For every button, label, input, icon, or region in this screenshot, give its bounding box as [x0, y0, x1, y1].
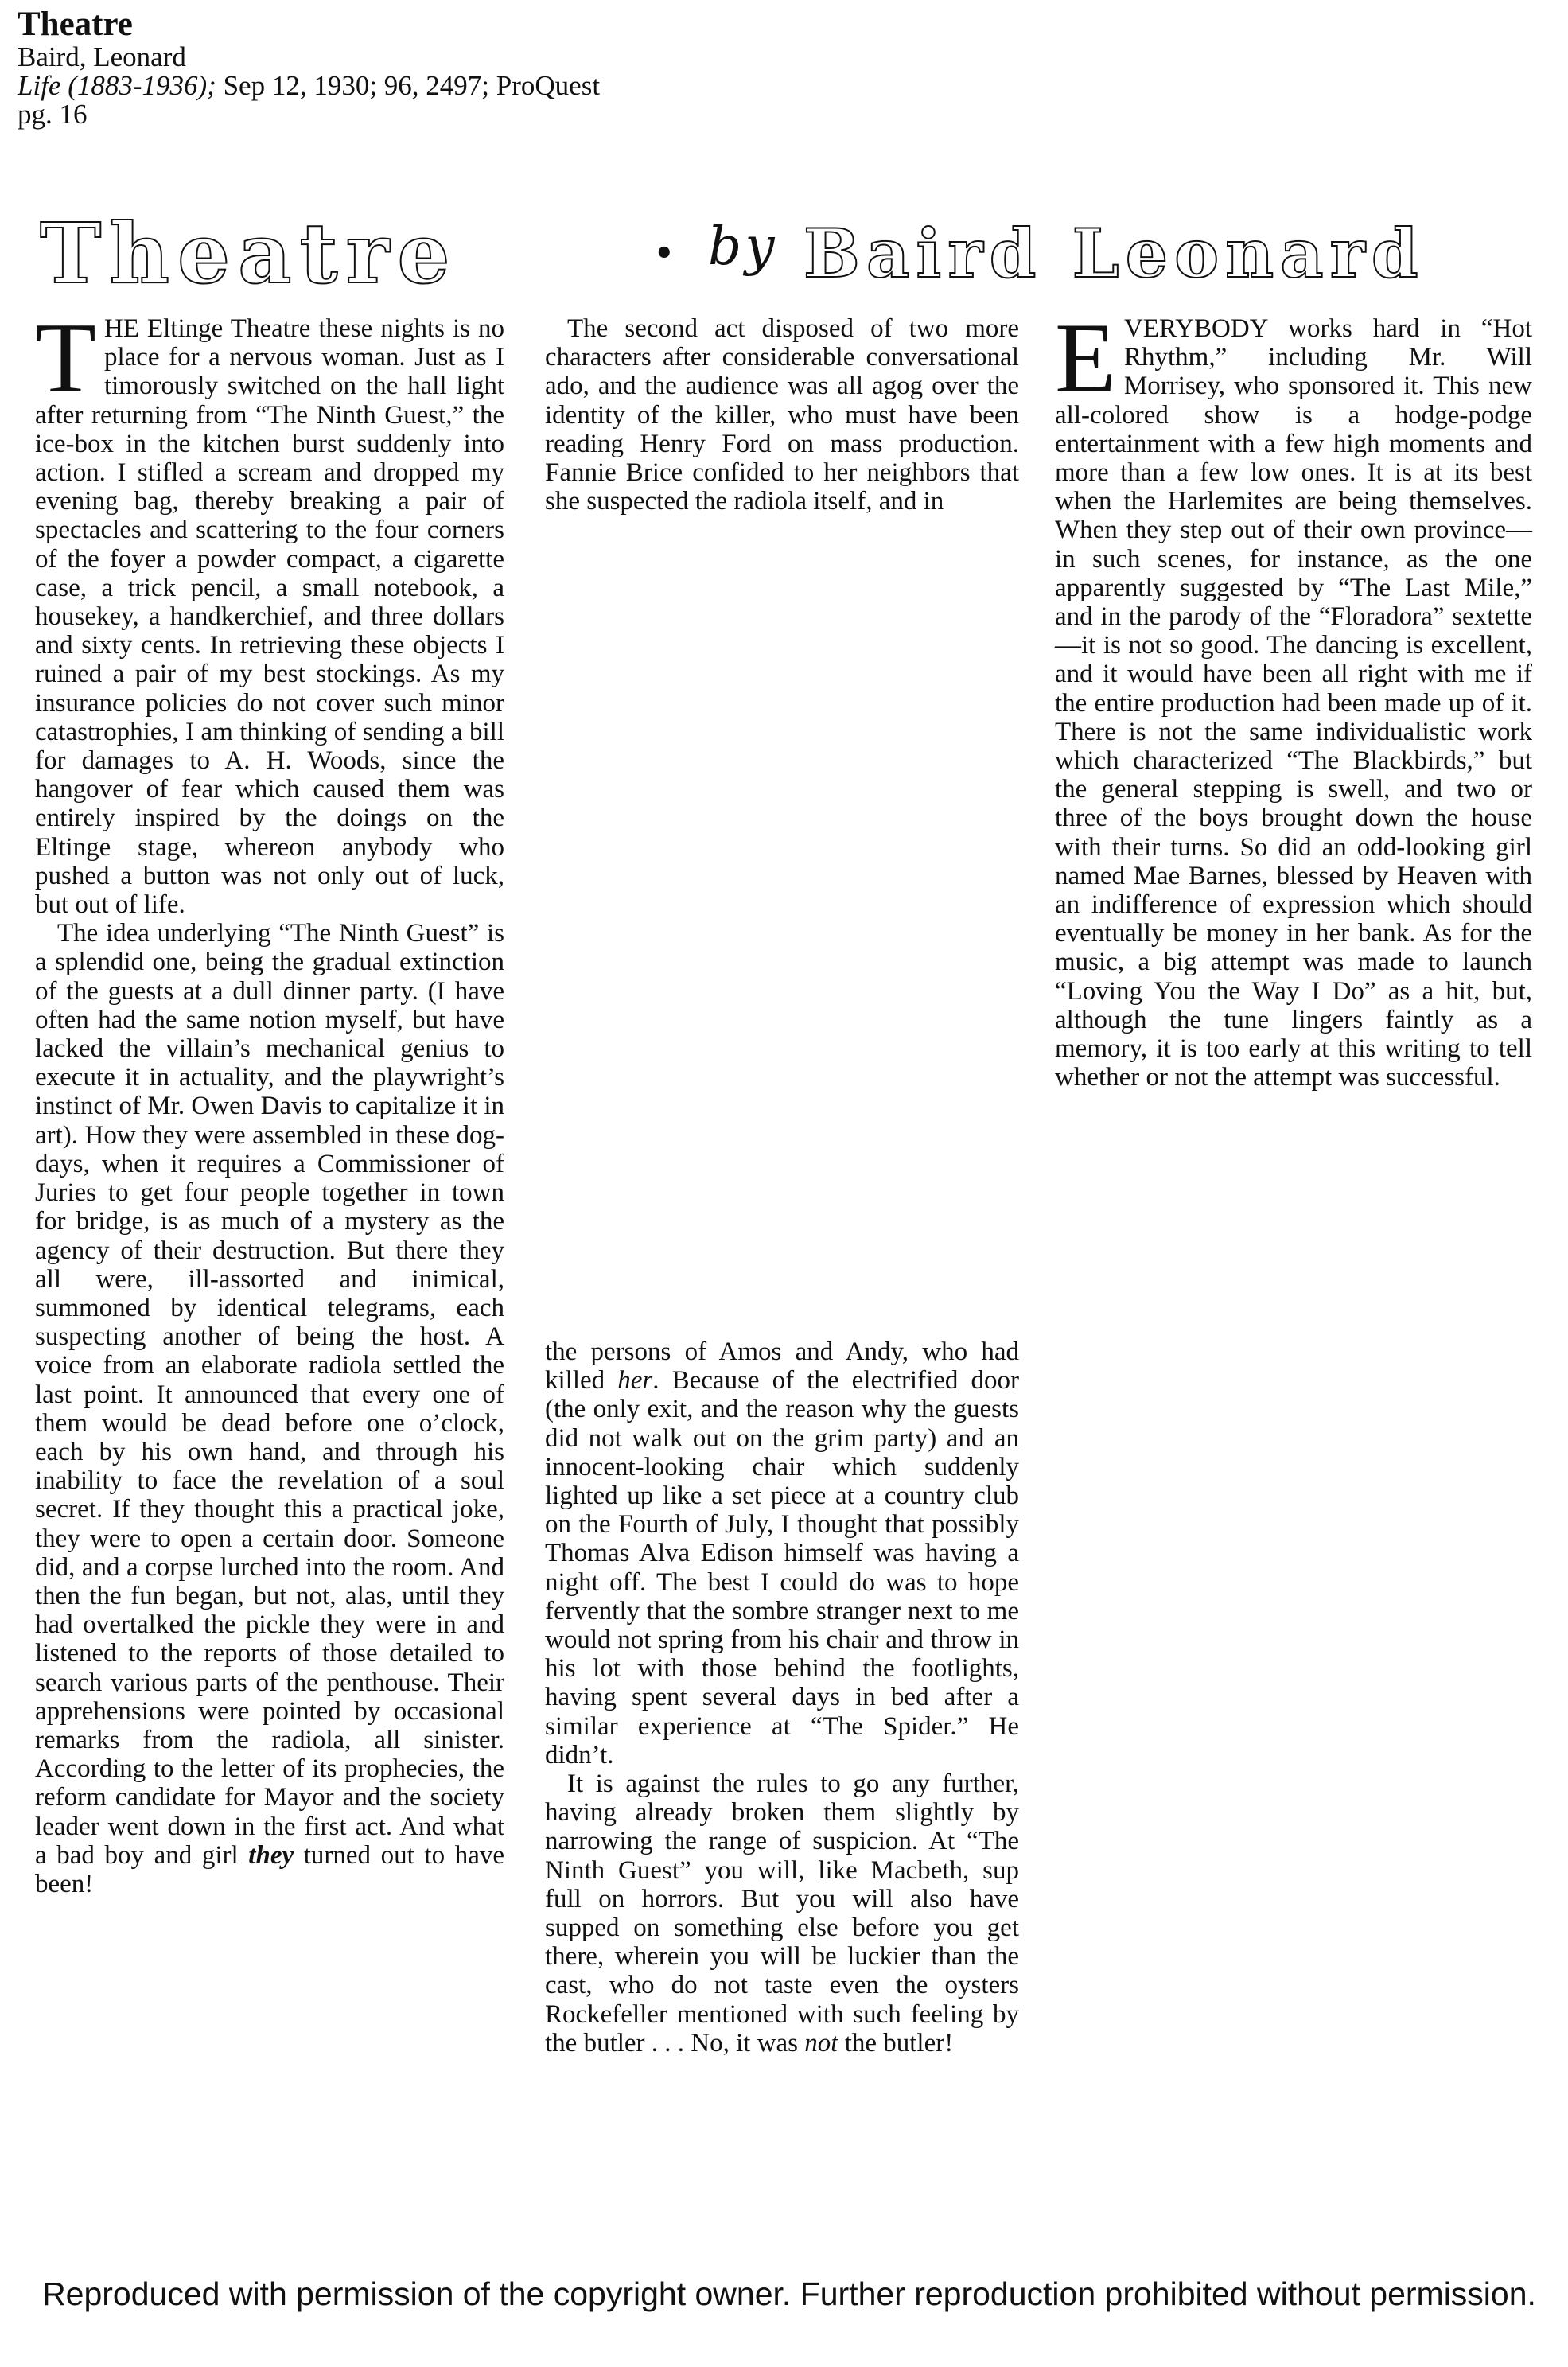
column-2-bottom-p1-start: the persons of Amos and Andy, who had killed	[545, 1337, 1019, 1396]
masthead-title: Theatre	[40, 204, 458, 302]
column-1-paragraph-2-text: The idea underlying “The Ninth Guest” is a splendid one, being the gradual extinction of the guests at a dull dinner party. (I have often had the same notion myself, but have lacked the villain’s mechanical genius to execute it in actuality, and the playwright’s instinct of Mr. Owen Davis to capitalize it in art). How they were assembled in these dog-days, when it requires a Commissioner of Juries to get four people together in town for bridge, is as much of a mystery as the agency of their destruction. But there they all were, ill-assorted and inimical, summoned by identical telegrams, each suspecting another of being the host. A voice from an elaborate radiola settled the last point. It announced that every one of them would be dead before one o’clock, each by his own hand, and through his inability to face the revelation of a soul secret. If they thought this a practical joke, they were to open a certain door. Someone did, and a corpse lurched into the room. And then the fun began, but not, alas, until they had overtalked the pickle they were in and listened to the reports of those detailed to search various parts of the penthouse. Their apprehensions were pointed by occasional remarks from the radiola, all sinister. According to the letter of its prophecies, the reform candidate for Mayor and the society leader went down in the first act. And what a bad boy and girl	[35, 919, 504, 1870]
column-1-paragraph-1	[35, 303, 504, 920]
column-2-top-paragraph: The second act disposed of two more characters after considerable conversational ado, and the audience was all agog over the identity of the killer, who must have been reading Henry Ford on mass production. Fannie Brice confided to her neighbors that she suspected the radiola itself, and in	[545, 314, 1019, 516]
article-masthead	[0, 204, 1568, 302]
emphasis-they: they	[248, 1840, 294, 1870]
drop-cap-e: E	[1055, 303, 1116, 414]
citation-page: pg. 16	[18, 99, 88, 130]
column-2-bottom-p2-start: It is against the rules to go any further, having already broken them slightly by narrowing the range of suspicion. At “The Ninth Guest” you will, like Macbeth, sup full on horrors. But you will also have supped on something else before you get there, wherein you will be luckier than the cast, who do not taste even the oysters Rockefeller mentioned with such feeling by the butler . . . No, it was	[545, 1769, 1019, 2057]
drop-cap-t: T	[35, 303, 96, 414]
article-column-3	[1055, 303, 1532, 1092]
copyright-notice: Reproduced with permission of the copyright owner. Further reproduction prohibited without permission.	[42, 2276, 1536, 2312]
article-column-2-bottom	[545, 1337, 1019, 2057]
column-3-paragraph	[1055, 303, 1532, 1092]
column-2-bottom-paragraph-2	[545, 1769, 1019, 2057]
emphasis-not: not	[804, 2028, 838, 2057]
emphasis-her: her	[617, 1366, 653, 1396]
masthead-by: by	[708, 216, 778, 277]
column-3-paragraph-text: VERYBODY works hard in “Hot Rhythm,” including Mr. Will Morrisey, who sponsored it. This new all-colored show is a hodge-podge entertainment with a few high moments and more than a few low ones. It is at its best when the Harlemites are being themselves. When they step out of their own province—in such scenes, for instance, as the one apparently suggested by “The Last Mile,” and in the parody of the “Floradora” sextette—it is not so good. The dancing is excellent, and it would have been all right with me if the entire production had been made up of it. There is not the same individualistic work which characterized “The Blackbirds,” but the general stepping is swell, and two or three of the boys brought down the house with their turns. So did an odd-looking girl named Mae Barnes, blessed by Heaven with an indifference of expression which should eventually be money in her bank. As for the music, a big attempt was made to launch “Loving You the Way I Do” as a hit, but, although the tune lingers faintly as a memory, it is too early at this writing to tell whether or not the attempt was successful.	[1055, 314, 1532, 1092]
citation-journal: Life (1883-1936);	[18, 70, 216, 101]
article-column-1	[35, 303, 504, 1898]
column-2-bottom-paragraph-1	[545, 1337, 1019, 1769]
column-1-paragraph-1-text: HE Eltinge Theatre these nights is no place for a nervous woman. Just as I timorously switched on the hall light after returning from “The Ninth Guest,” the ice-box in the kitchen burst suddenly into action. I stifled a scream and dropped my evening bag, thereby breaking a pair of spectacles and scattering to the four corners of the foyer a powder compact, a cigarette case, a trick pencil, a small notebook, a housekey, a handkerchief, and three dollars and sixty cents. In retrieving these objects I ruined a pair of my best stockings. As my insurance policies do not cover such minor catastrophies, I am thinking of sending a bill for damages to A. H. Woods, since the hangover of fear which caused them was entirely inspired by the doings on the Eltinge stage, whereon anybody who pushed a button was not only out of luck, but out of life.	[35, 314, 504, 920]
masthead-separator: •	[654, 235, 678, 272]
citation-author: Baird, Leonard	[18, 41, 186, 72]
column-1-paragraph-2-end: turned out to have been!	[35, 1840, 504, 1898]
citation-source-details: Sep 12, 1930; 96, 2497; ProQuest	[216, 70, 601, 101]
masthead-author: Baird Leonard	[803, 214, 1425, 293]
article-column-2-top	[545, 314, 1019, 516]
citation-source	[18, 72, 600, 100]
column-2-bottom-p2-end: the butler!	[838, 2028, 954, 2057]
citation-block	[18, 6, 600, 129]
column-1-paragraph-2	[35, 919, 504, 1898]
citation-title: Theatre	[18, 6, 133, 43]
column-2-bottom-p1-rest: . Because of the electrified door (the only exit, and the reason why the guests did not walk out on the grim party) and an innocent-looking chair which suddenly lighted up like a set piece at a country club on the Fourth of July, I thought that possibly Thomas Alva Edison himself was having a night off. The best I could do was to hope fervently that the sombre stranger next to me would not spring from his chair and throw in his lot with those behind the footlights, having spent several days in bed after a similar experience at “The Spider.” He didn’t.	[545, 1366, 1019, 1769]
